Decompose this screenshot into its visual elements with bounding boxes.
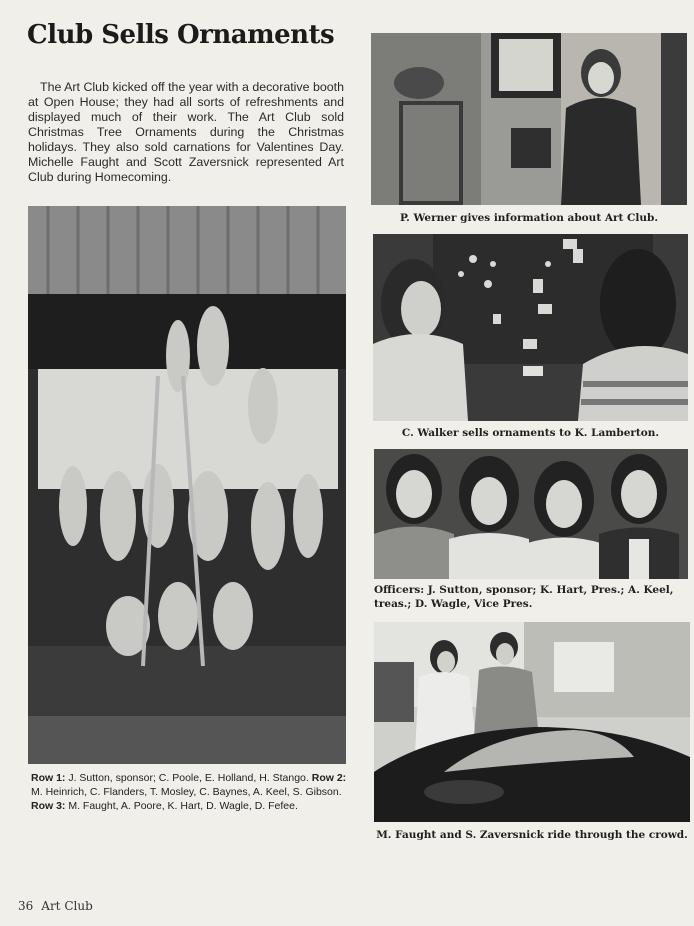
group-photo-caption: Row 1: J. Sutton, sponsor; C. Poole, E. Holland, H. Stango. Row 2: M. Heinrich, C. Flanders, T. Mosley, C. Baynes, A. Keel, S. Gibson. Row 3: M. Faught, A. Poore, K. Hart, D. Wagle, D. Fefee. xyxy=(31,772,347,812)
intro-paragraph: The Art Club kicked off the year with a decorative booth at Open House; they had all sorts of refreshments and displayed much of their work. The Art Club sold Christmas Tree Ornaments during the Christmas holidays. They also sold carnations for Valentines Day. Michelle Faught and Scott Zaversnick represented Art Club during Homecoming. xyxy=(28,80,344,184)
walker-photo xyxy=(373,234,688,421)
page-footer xyxy=(18,899,101,913)
homecoming-photo xyxy=(374,622,690,822)
page-title: Club Sells Ornaments xyxy=(27,20,335,50)
section-name: Art Club xyxy=(41,899,93,913)
page-number: 36 xyxy=(18,899,34,913)
homecoming-caption: M. Faught and S. Zaversnick ride through the crowd. xyxy=(376,829,688,841)
werner-photo xyxy=(371,33,687,205)
werner-caption: P. Werner gives information about Art Club. xyxy=(400,212,658,224)
officers-photo xyxy=(374,449,688,579)
walker-caption: C. Walker sells ornaments to K. Lamberton. xyxy=(401,427,660,439)
officers-caption: Officers: J. Sutton, sponsor; K. Hart, Pres.; A. Keel, treas.; D. Wagle, Vice Pres. xyxy=(374,584,674,610)
group-photo xyxy=(28,206,346,764)
